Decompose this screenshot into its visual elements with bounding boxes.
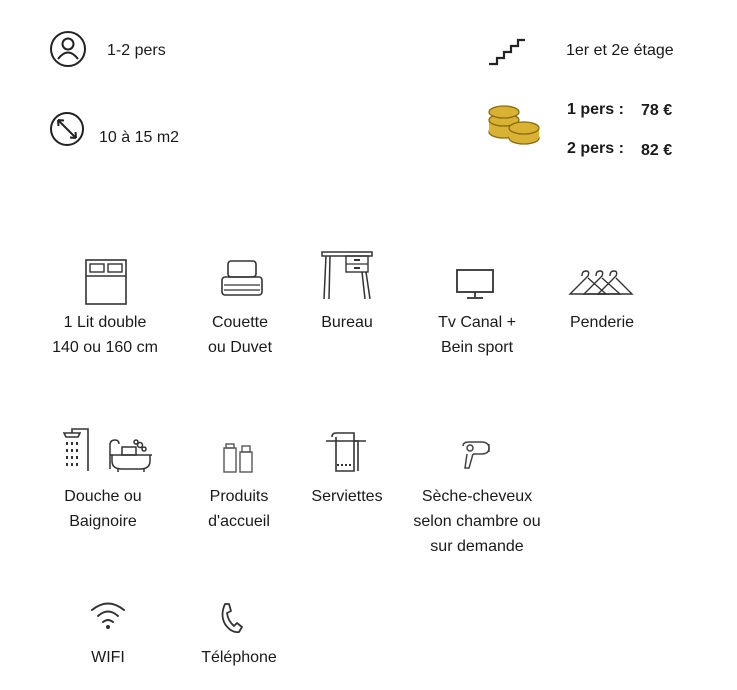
amenity-label-shower: Douche ou Baignoire [64, 488, 142, 530]
surface-text: 10 à 15 m2 [99, 129, 180, 146]
surface-icon [49, 111, 85, 147]
stairs-icon [487, 38, 527, 66]
amenity-label-wifi: WIFI [91, 649, 125, 666]
desk-icon [321, 251, 373, 301]
price-2-label: 2 pers : [567, 140, 624, 157]
hair-dryer-icon [459, 440, 493, 472]
amenity-label-towels: Serviettes [311, 488, 383, 505]
toiletries-icon [222, 442, 254, 474]
wifi-icon [89, 600, 127, 630]
amenity-label-tv: Tv Canal + Bein sport [438, 314, 516, 356]
phone-icon [219, 602, 243, 634]
amenity-label-wardrobe: Penderie [569, 314, 635, 331]
floor-text: 1er et 2e étage [566, 42, 674, 59]
tv-icon [455, 268, 495, 300]
price-1-label: 1 pers : [567, 101, 624, 118]
price-1-value: 78 € [641, 102, 673, 119]
hangers-icon [568, 268, 634, 298]
coins-icon [486, 102, 542, 148]
amenity-label-bed: 1 Lit double 140 ou 160 cm [52, 314, 158, 356]
double-bed-icon [85, 259, 127, 305]
amenity-label-desk: Bureau [321, 314, 373, 331]
amenity-label-duvet: Couette ou Duvet [207, 314, 273, 356]
towel-icon [324, 431, 368, 475]
shower-bathtub-icon [58, 425, 154, 473]
duvet-icon [220, 257, 264, 299]
capacity-text: 1-2 pers [107, 42, 166, 59]
amenity-label-phone: Téléphone [201, 649, 277, 666]
person-icon [49, 30, 87, 68]
amenity-label-hairdryer: Sèche-cheveux selon chambre ou sur demande [413, 488, 541, 555]
price-2-value: 82 € [641, 142, 673, 159]
amenity-label-toiletries: Produits d'accueil [208, 488, 270, 530]
